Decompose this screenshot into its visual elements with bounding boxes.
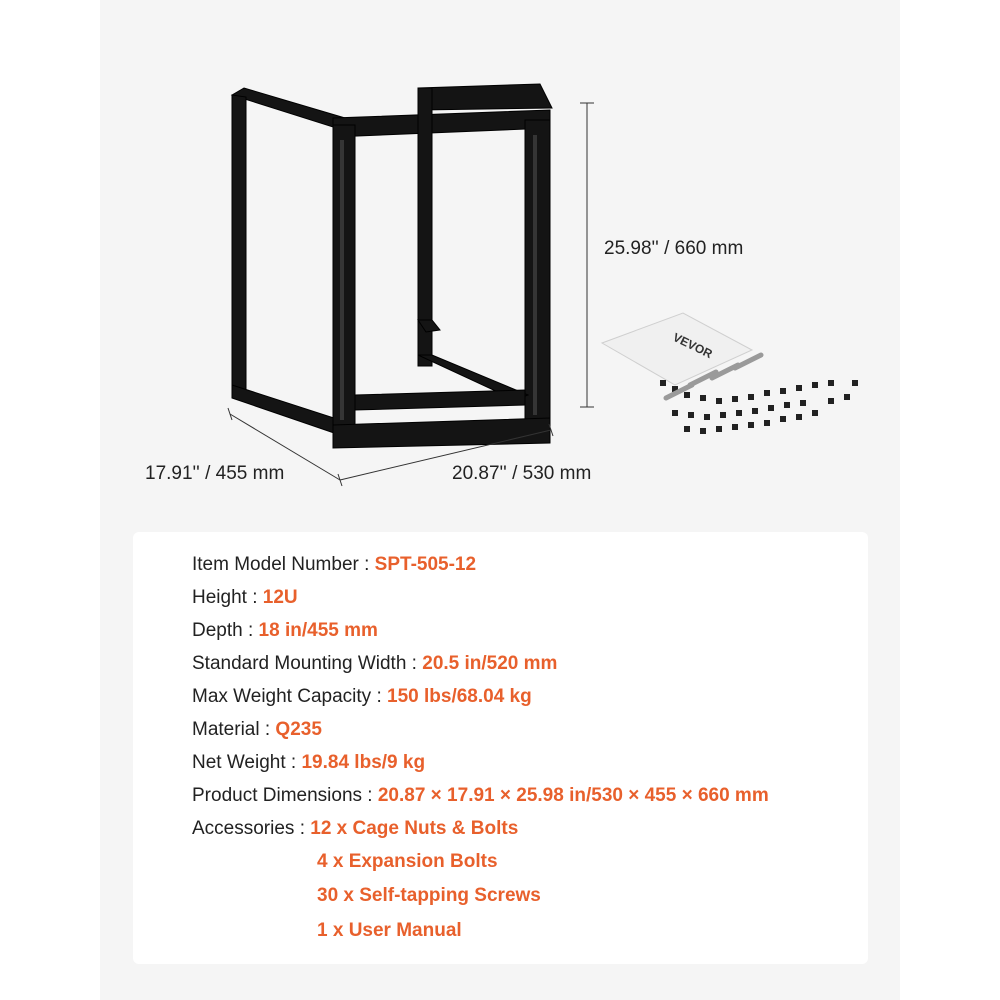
height-dimension-label: 25.98'' / 660 mm xyxy=(604,238,744,259)
width-dimension-label: 20.87'' / 530 mm xyxy=(452,463,592,484)
accessories-image xyxy=(602,313,858,434)
spec-depth xyxy=(192,620,378,642)
spec-label: Net Weight : xyxy=(192,752,302,773)
spec-label: Depth : xyxy=(192,620,259,641)
specifications-card xyxy=(133,532,868,964)
spec-mounting-width xyxy=(192,653,557,675)
spec-label: Max Weight Capacity : xyxy=(192,686,388,707)
spec-height xyxy=(192,587,298,609)
spec-label: Material : xyxy=(192,719,276,740)
spec-max-weight xyxy=(192,686,532,708)
spec-value: 19.84 lbs/9 kg xyxy=(301,752,426,773)
spec-material xyxy=(192,719,322,741)
spec-value: 150 lbs/68.04 kg xyxy=(387,686,532,707)
spec-value: 20.5 in/520 mm xyxy=(422,653,558,674)
accessory-item: 4 x Expansion Bolts xyxy=(317,851,498,872)
spec-value: Q235 xyxy=(275,719,322,740)
accessory-item: 30 x Self-tapping Screws xyxy=(317,885,541,906)
spec-product-dimensions xyxy=(192,785,769,807)
spec-label: Product Dimensions : xyxy=(192,785,378,806)
accessory-item: 12 x Cage Nuts & Bolts xyxy=(310,818,519,839)
spec-value: 20.87 × 17.91 × 25.98 in/530 × 455 × 660 mm xyxy=(377,785,769,806)
spec-accessories xyxy=(192,818,518,840)
rack-frame-image xyxy=(232,84,552,448)
spec-model-number xyxy=(192,554,476,576)
spec-value: 18 in/455 mm xyxy=(258,620,378,641)
spec-label: Accessories : xyxy=(192,818,311,839)
rack-holes xyxy=(340,135,537,420)
spec-net-weight xyxy=(192,752,425,774)
manual-brand-logo: VEVOR xyxy=(670,330,715,362)
spec-value: SPT-505-12 xyxy=(374,554,477,575)
spec-label: Item Model Number : xyxy=(192,554,375,575)
spec-value: 12U xyxy=(262,587,298,608)
accessory-item: 1 x User Manual xyxy=(317,920,462,941)
spec-label: Height : xyxy=(192,587,263,608)
spec-label: Standard Mounting Width : xyxy=(192,653,423,674)
depth-dimension-label: 17.91'' / 455 mm xyxy=(145,463,285,484)
